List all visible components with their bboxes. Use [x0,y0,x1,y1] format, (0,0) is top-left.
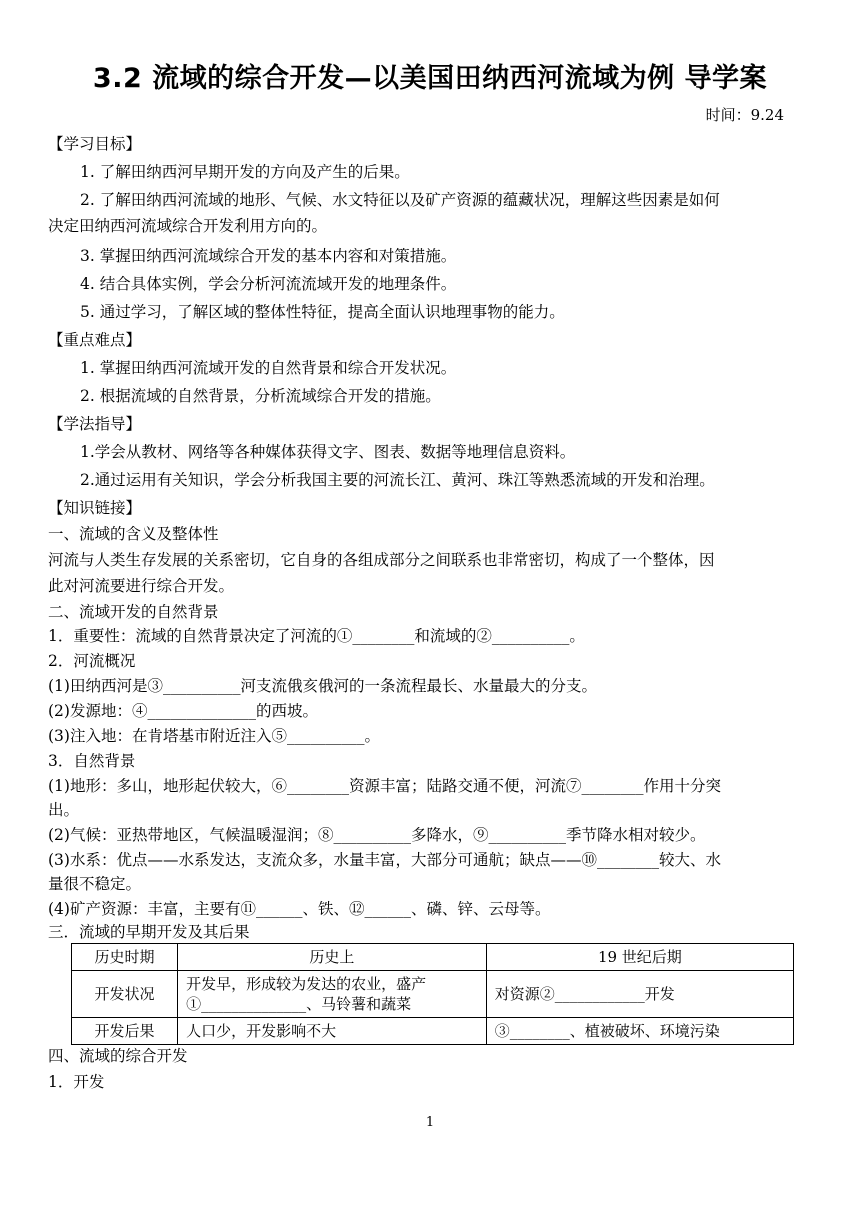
section-2-item-3: 3．自然背景 [48,752,136,770]
section-2-item-3a: (1)地形：多山，地形起伏较大，⑥________资源丰富；陆路交通不便，河流⑦________作用十分突 [48,777,721,795]
page-title: 3.2 流域的综合开发—以美国田纳西河流域为例 导学案 [92,63,768,94]
objective-item: 4. 结合具体实例，学会分析河流流域开发的地理条件。 [80,275,457,293]
section-1-title: 一、流域的含义及整体性 [48,525,219,543]
objective-item: 5. 通过学习，了解区域的整体性特征，提高全面认识地理事物的能力。 [80,303,565,321]
section-2-item-3c: (3)水系：优点——水系发达，支流众多，水量丰富，大部分可通航；缺点——⑩________较大、水 [48,851,721,869]
knowledge-heading: 【知识链接】 [48,499,142,517]
table-cell: 人口少，开发影响不大 [178,1018,487,1045]
keypoint-item: 2. 根据流域的自然背景，分析流域综合开发的措施。 [80,387,441,405]
date-label: 时间：9.24 [705,106,784,124]
section-2-item-2: 2．河流概况 [48,652,136,670]
table-row-label: 开发状况 [72,971,178,1018]
table-row-label: 开发后果 [72,1018,178,1045]
objective-item: 3. 掌握田纳西河流域综合开发的基本内容和对策措施。 [80,247,457,265]
section-1-text: 河流与人类生存发展的关系密切，它自身的各组成部分之间联系也非常密切，构成了一个整体，因 [48,551,715,569]
objective-item: 1. 了解田纳西河早期开发的方向及产生的后果。 [80,163,410,181]
section-1-text-continued: 此对河流要进行综合开发。 [48,577,235,595]
section-2-item-2b: (2)发源地：④______________的西坡。 [48,702,318,720]
section-3-title: 三．流域的早期开发及其后果 [48,923,250,941]
section-2-item-3d: (4)矿产资源：丰富，主要有⑪______、铁、⑫______、磷、锌、云母等。 [48,900,551,918]
keypoint-item: 1. 掌握田纳西河流域开发的自然背景和综合开发状况。 [80,359,457,377]
table-row [72,971,794,1018]
table-header-row [72,944,794,971]
table-header-cell: 19 世纪后期 [486,944,793,971]
page-number: 1 [425,1115,435,1130]
method-item: 1.学会从教材、网络等各种媒体获得文字、图表、数据等地理信息资料。 [80,443,576,461]
objective-item-continued: 决定田纳西河流域综合开发利用方向的。 [48,217,328,235]
section-2-item-1: 1．重要性：流域的自然背景决定了河流的①________和流域的②__________。 [48,627,585,645]
objectives-heading: 【学习目标】 [48,135,142,153]
table-cell-line: ①______________、马铃薯和蔬菜 [186,995,412,1013]
table-cell: ③________、植被破坏、环境污染 [486,1018,793,1045]
table-cell: 对资源②____________开发 [486,971,793,1018]
method-item: 2.通过运用有关知识，学会分析我国主要的河流长江、黄河、珠江等熟悉流域的开发和治理。 [80,471,715,489]
section-4-item-1: 1．开发 [48,1073,105,1091]
objective-item: 2. 了解田纳西河流域的地形、气候、水文特征以及矿产资源的蕴藏状况，理解这些因素是如何 [80,191,720,209]
section-4-title: 四、流域的综合开发 [48,1047,188,1065]
table-header-cell: 历史时期 [72,944,178,971]
section-2-item-3c-continued: 量很不稳定。 [48,875,142,893]
table-cell-line: 开发早，形成较为发达的农业，盛产 [186,975,427,993]
table-header-cell: 历史上 [178,944,487,971]
table-cell [178,971,487,1018]
table-row [72,1018,794,1045]
early-development-table [71,943,794,1045]
section-2-item-3a-continued: 出。 [48,801,80,819]
section-2-item-3b: (2)气候：亚热带地区，气候温暖湿润；⑧__________多降水，⑨__________季节降水相对较少。 [48,826,706,844]
section-2-item-2a: (1)田纳西河是③__________河支流俄亥俄河的一条流程最长、水量最大的分支。 [48,677,597,695]
section-2-title: 二、流域开发的自然背景 [48,603,219,621]
keypoints-heading: 【重点难点】 [48,331,142,349]
method-heading: 【学法指导】 [48,415,142,433]
section-2-item-2c: (3)注入地：在肯塔基市附近注入⑤__________。 [48,727,380,745]
